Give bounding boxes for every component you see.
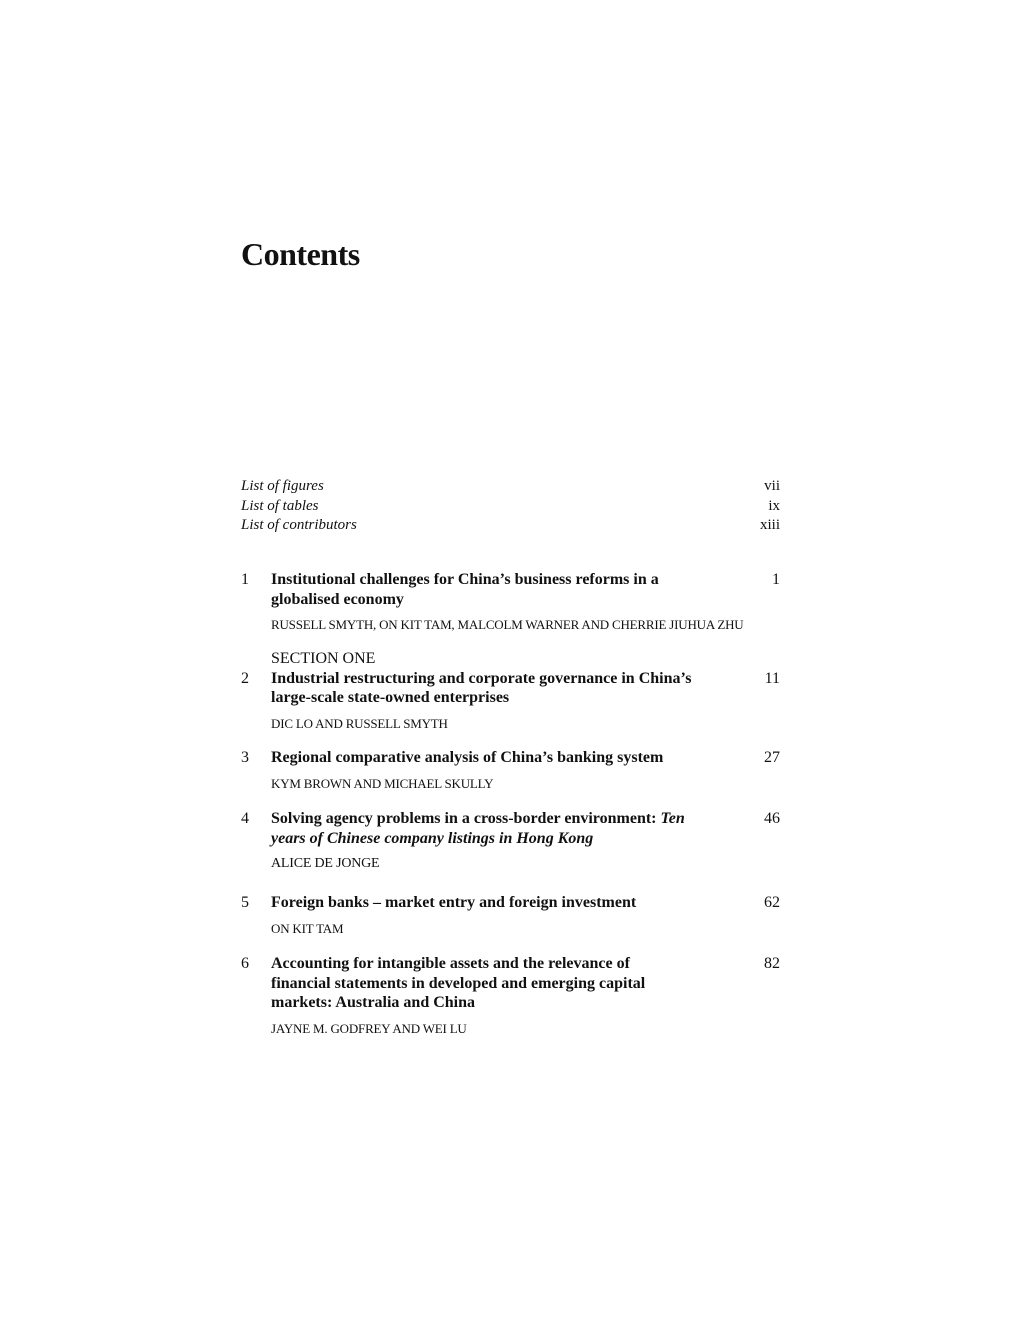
toc-entry-label: List of contributors (241, 517, 357, 533)
chapter-title: Accounting for intangible assets and the relevance of financial statements in developed and emerging capital markets: Australia and China (271, 955, 646, 1011)
toc-entry-list-of-tables[interactable] (241, 497, 780, 517)
toc-entry-list-of-figures[interactable] (241, 477, 780, 497)
chapter-number: 4 (241, 810, 249, 827)
chapter-number: 6 (241, 955, 249, 972)
chapter-authors: ALICE DE JONGE (271, 856, 380, 871)
chapter-title: Industrial restructuring and corporate governance in China’s large-scale state-owned enterprises (271, 669, 692, 706)
chapter-entry-5[interactable] (241, 893, 780, 937)
chapter-entry-3[interactable] (241, 748, 780, 792)
chapter-title: Regional comparative analysis of China’s banking system (271, 749, 664, 766)
chapter-authors: JAYNE M. GODFREY AND WEI LU (271, 1020, 467, 1036)
toc-page-number: xiii (759, 517, 780, 533)
chapter-title: Foreign banks – market entry and foreign investment (271, 894, 637, 911)
chapter-number: 1 (241, 571, 249, 588)
chapter-entry-1[interactable] (241, 570, 780, 633)
chapter-entry-2[interactable] (241, 649, 780, 732)
chapter-page-number: 62 (764, 894, 780, 911)
chapter-title-main: Solving agency problems in a cross-border environment: (271, 810, 657, 827)
chapter-page-number: 11 (764, 669, 780, 687)
chapter-title (271, 809, 716, 848)
chapter-number: 3 (241, 749, 249, 766)
toc-page-number: ix (768, 497, 780, 514)
toc-page-number: vii (764, 478, 780, 494)
chapter-title-italic: Ten years of Chinese company listings in Hong Kong (271, 810, 685, 847)
toc-entry-label: List of figures (241, 478, 324, 494)
front-matter-list (241, 477, 780, 536)
page-title: Contents (241, 236, 360, 272)
chapter-number: 2 (241, 669, 249, 687)
chapter-entry-6[interactable] (241, 954, 780, 1037)
chapter-entry-4[interactable] (241, 809, 780, 872)
toc-entry-label: List of tables (241, 497, 319, 514)
chapter-number: 5 (241, 894, 249, 911)
chapter-title: Institutional challenges for China’s business reforms in a globalised economy (271, 571, 659, 608)
chapter-page-number: 82 (764, 955, 780, 972)
chapter-authors: ON KIT TAM (271, 920, 344, 936)
chapter-authors: RUSSELL SMYTH, ON KIT TAM, MALCOLM WARNER AND CHERRIE JIUHUA ZHU (271, 617, 744, 632)
chapter-authors: DIC LO AND RUSSELL SMYTH (271, 715, 448, 731)
toc-entry-list-of-contributors[interactable] (241, 516, 780, 536)
chapter-page-number: 46 (764, 810, 780, 827)
chapter-authors: KYM BROWN AND MICHAEL SKULLY (271, 775, 494, 791)
section-label: SECTION ONE (271, 650, 376, 667)
chapter-page-number: 27 (764, 749, 780, 766)
chapter-page-number: 1 (772, 571, 780, 588)
